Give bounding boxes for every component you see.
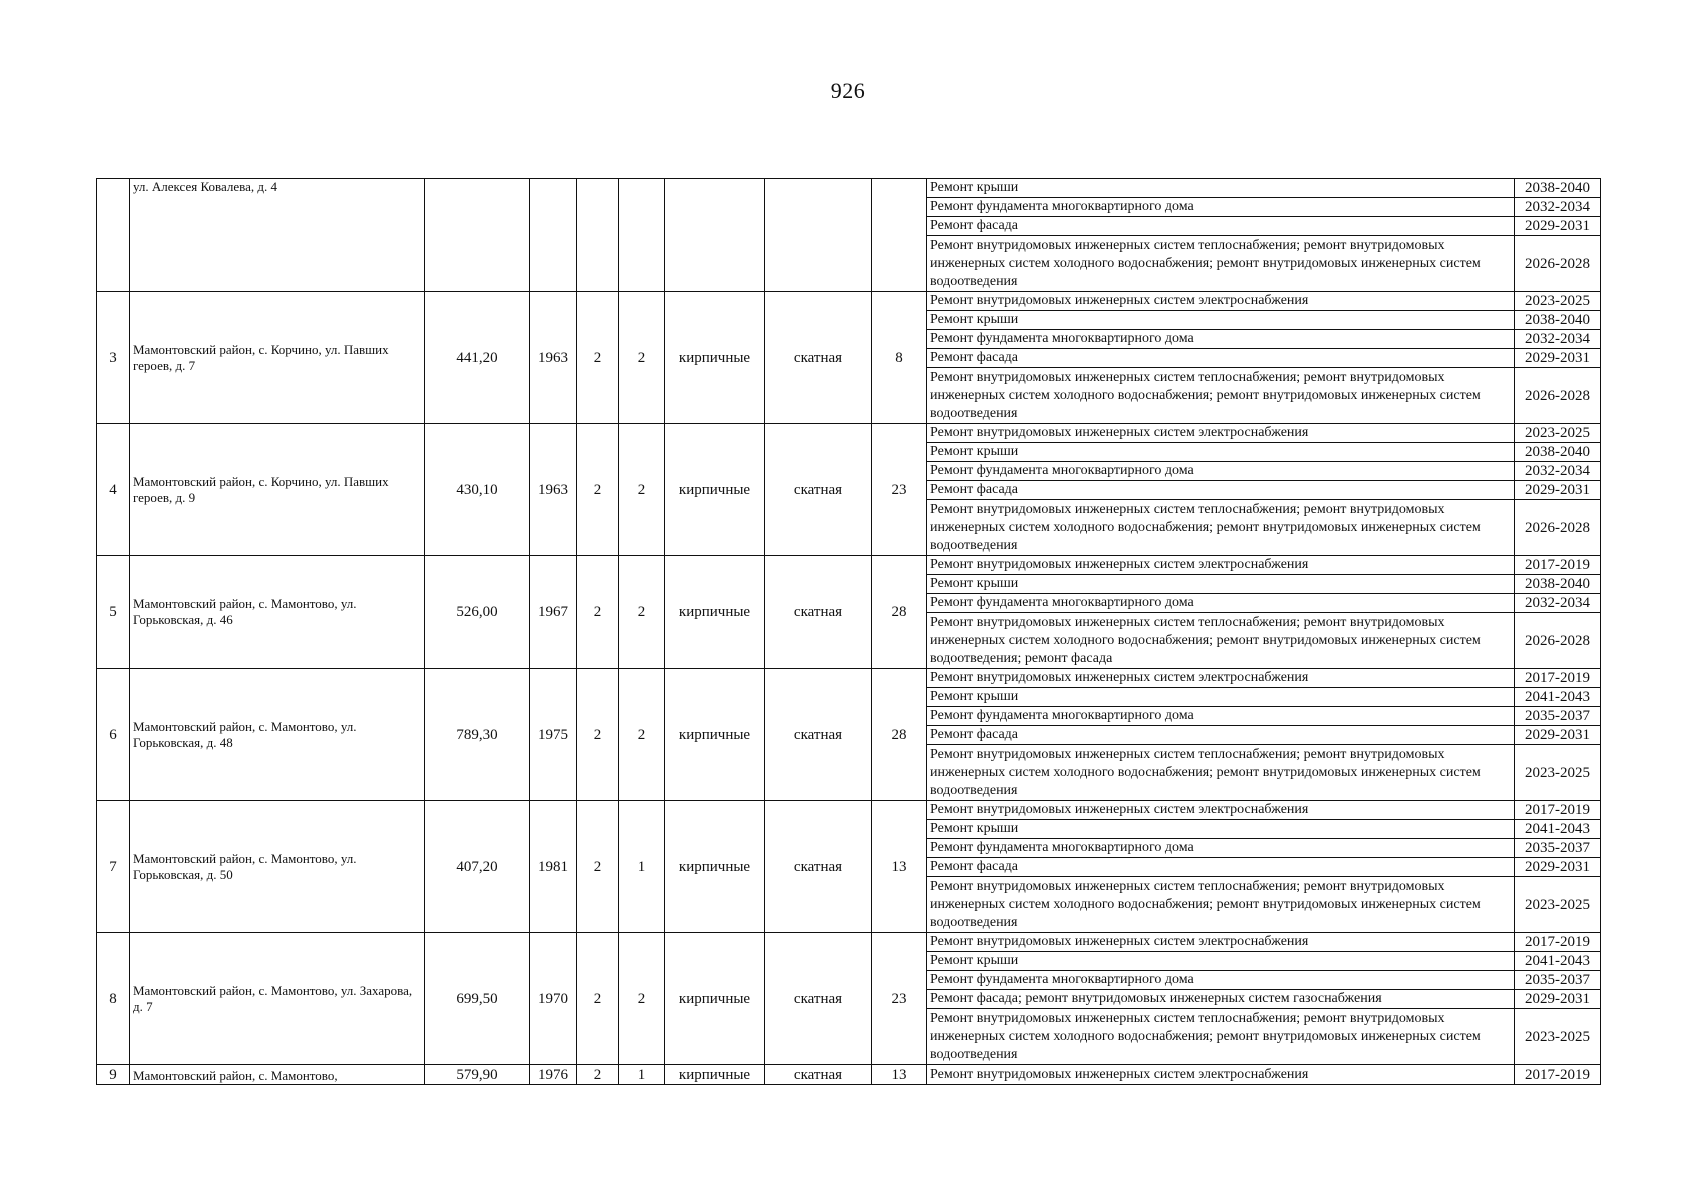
table-row xyxy=(97,179,1601,198)
address-cell: Мамонтовский район, с. Мамонтово, xyxy=(130,1065,425,1085)
work-period-cell: 2038-2040 xyxy=(1515,575,1601,594)
work-period-cell: 2023-2025 xyxy=(1515,745,1601,801)
entrances-cell: 1 xyxy=(619,1065,665,1085)
table-row xyxy=(97,292,1601,311)
work-type-cell: Ремонт крыши xyxy=(927,443,1515,462)
work-period-cell: 2038-2040 xyxy=(1515,179,1601,198)
area-cell: 526,00 xyxy=(425,556,530,669)
entrances-cell: 2 xyxy=(619,669,665,801)
work-period-cell: 2023-2025 xyxy=(1515,877,1601,933)
year-cell: 1975 xyxy=(530,669,577,801)
residents-cell: 23 xyxy=(872,424,927,556)
work-type-cell: Ремонт внутридомовых инженерных систем теплоснабжения; ремонт внутридомовых инженерных систем холодного водоснабжения; ремонт внутридомовых инженерных систем водоотведения xyxy=(927,368,1515,424)
year-cell: 1970 xyxy=(530,933,577,1065)
work-period-cell: 2017-2019 xyxy=(1515,933,1601,952)
row-number: 5 xyxy=(97,556,130,669)
area-cell: 407,20 xyxy=(425,801,530,933)
work-period-cell: 2035-2037 xyxy=(1515,839,1601,858)
work-period-cell: 2017-2019 xyxy=(1515,801,1601,820)
work-type-cell: Ремонт внутридомовых инженерных систем теплоснабжения; ремонт внутридомовых инженерных систем холодного водоснабжения; ремонт внутридомовых инженерных систем водоотведения; ремонт фасада xyxy=(927,613,1515,669)
floors-cell: 2 xyxy=(577,801,619,933)
roof-type-cell: скатная xyxy=(765,669,872,801)
year-cell: 1967 xyxy=(530,556,577,669)
row-number: 3 xyxy=(97,292,130,424)
residents-cell: 28 xyxy=(872,669,927,801)
year-cell xyxy=(530,179,577,292)
work-type-cell: Ремонт внутридомовых инженерных систем теплоснабжения; ремонт внутридомовых инженерных систем холодного водоснабжения; ремонт внутридомовых инженерных систем водоотведения xyxy=(927,236,1515,292)
row-number: 6 xyxy=(97,669,130,801)
work-type-cell: Ремонт фундамента многоквартирного дома xyxy=(927,839,1515,858)
table-row xyxy=(97,556,1601,575)
work-period-cell: 2029-2031 xyxy=(1515,990,1601,1009)
work-period-cell: 2035-2037 xyxy=(1515,707,1601,726)
work-type-cell: Ремонт фасада xyxy=(927,349,1515,368)
work-period-cell: 2032-2034 xyxy=(1515,462,1601,481)
work-type-cell: Ремонт фасада xyxy=(927,481,1515,500)
wall-material-cell: кирпичные xyxy=(665,556,765,669)
year-cell: 1963 xyxy=(530,292,577,424)
work-period-cell: 2026-2028 xyxy=(1515,368,1601,424)
address-cell: Мамонтовский район, с. Мамонтово, ул. Горьковская, д. 50 xyxy=(130,801,425,933)
work-type-cell: Ремонт фундамента многоквартирного дома xyxy=(927,330,1515,349)
table-row xyxy=(97,801,1601,820)
work-type-cell: Ремонт фасада xyxy=(927,858,1515,877)
table-row xyxy=(97,424,1601,443)
area-cell: 579,90 xyxy=(425,1065,530,1085)
row-number: 8 xyxy=(97,933,130,1065)
roof-type-cell: скатная xyxy=(765,933,872,1065)
residents-cell: 13 xyxy=(872,1065,927,1085)
work-type-cell: Ремонт внутридомовых инженерных систем теплоснабжения; ремонт внутридомовых инженерных систем холодного водоснабжения; ремонт внутридомовых инженерных систем водоотведения xyxy=(927,1009,1515,1065)
work-period-cell: 2038-2040 xyxy=(1515,311,1601,330)
work-type-cell: Ремонт фундамента многоквартирного дома xyxy=(927,462,1515,481)
area-cell: 441,20 xyxy=(425,292,530,424)
work-period-cell: 2026-2028 xyxy=(1515,236,1601,292)
work-type-cell: Ремонт фундамента многоквартирного дома xyxy=(927,198,1515,217)
work-type-cell: Ремонт внутридомовых инженерных систем электроснабжения xyxy=(927,424,1515,443)
work-period-cell: 2023-2025 xyxy=(1515,1009,1601,1065)
work-type-cell: Ремонт внутридомовых инженерных систем электроснабжения xyxy=(927,801,1515,820)
residents-cell: 28 xyxy=(872,556,927,669)
roof-type-cell: скатная xyxy=(765,556,872,669)
housing-repair-table xyxy=(96,178,1601,1085)
work-type-cell: Ремонт фундамента многоквартирного дома xyxy=(927,707,1515,726)
work-type-cell: Ремонт крыши xyxy=(927,688,1515,707)
work-period-cell: 2017-2019 xyxy=(1515,669,1601,688)
work-type-cell: Ремонт внутридомовых инженерных систем теплоснабжения; ремонт внутридомовых инженерных систем холодного водоснабжения; ремонт внутридомовых инженерных систем водоотведения xyxy=(927,877,1515,933)
work-period-cell: 2032-2034 xyxy=(1515,330,1601,349)
work-period-cell: 2041-2043 xyxy=(1515,820,1601,839)
area-cell: 699,50 xyxy=(425,933,530,1065)
work-period-cell: 2029-2031 xyxy=(1515,217,1601,236)
work-period-cell: 2023-2025 xyxy=(1515,292,1601,311)
floors-cell: 2 xyxy=(577,424,619,556)
wall-material-cell: кирпичные xyxy=(665,801,765,933)
wall-material-cell: кирпичные xyxy=(665,933,765,1065)
work-type-cell: Ремонт фасада; ремонт внутридомовых инженерных систем газоснабжения xyxy=(927,990,1515,1009)
work-period-cell: 2035-2037 xyxy=(1515,971,1601,990)
entrances-cell: 1 xyxy=(619,801,665,933)
year-cell: 1981 xyxy=(530,801,577,933)
address-cell: Мамонтовский район, с. Мамонтово, ул. Горьковская, д. 48 xyxy=(130,669,425,801)
floors-cell xyxy=(577,179,619,292)
work-type-cell: Ремонт крыши xyxy=(927,311,1515,330)
entrances-cell: 2 xyxy=(619,556,665,669)
work-period-cell: 2041-2043 xyxy=(1515,688,1601,707)
year-cell: 1976 xyxy=(530,1065,577,1085)
area-cell: 789,30 xyxy=(425,669,530,801)
work-period-cell: 2017-2019 xyxy=(1515,1065,1601,1085)
floors-cell: 2 xyxy=(577,556,619,669)
wall-material-cell: кирпичные xyxy=(665,424,765,556)
wall-material-cell: кирпичные xyxy=(665,669,765,801)
work-type-cell: Ремонт фундамента многоквартирного дома xyxy=(927,594,1515,613)
work-type-cell: Ремонт внутридомовых инженерных систем электроснабжения xyxy=(927,556,1515,575)
work-period-cell: 2023-2025 xyxy=(1515,424,1601,443)
address-cell: Мамонтовский район, с. Корчино, ул. Павших героев, д. 7 xyxy=(130,292,425,424)
area-cell xyxy=(425,179,530,292)
roof-type-cell xyxy=(765,179,872,292)
address-cell: Мамонтовский район, с. Корчино, ул. Павших героев, д. 9 xyxy=(130,424,425,556)
row-number xyxy=(97,179,130,292)
work-period-cell: 2038-2040 xyxy=(1515,443,1601,462)
residents-cell: 23 xyxy=(872,933,927,1065)
work-period-cell: 2032-2034 xyxy=(1515,198,1601,217)
wall-material-cell: кирпичные xyxy=(665,292,765,424)
work-period-cell: 2032-2034 xyxy=(1515,594,1601,613)
address-cell: Мамонтовский район, с. Мамонтово, ул. Захарова, д. 7 xyxy=(130,933,425,1065)
work-period-cell: 2017-2019 xyxy=(1515,556,1601,575)
work-type-cell: Ремонт крыши xyxy=(927,575,1515,594)
work-type-cell: Ремонт фасада xyxy=(927,726,1515,745)
work-type-cell: Ремонт крыши xyxy=(927,179,1515,198)
address-cell: Мамонтовский район, с. Мамонтово, ул. Горьковская, д. 46 xyxy=(130,556,425,669)
year-cell: 1963 xyxy=(530,424,577,556)
entrances-cell: 2 xyxy=(619,292,665,424)
work-type-cell: Ремонт внутридомовых инженерных систем электроснабжения xyxy=(927,933,1515,952)
floors-cell: 2 xyxy=(577,1065,619,1085)
residents-cell: 8 xyxy=(872,292,927,424)
entrances-cell: 2 xyxy=(619,424,665,556)
work-period-cell: 2029-2031 xyxy=(1515,481,1601,500)
floors-cell: 2 xyxy=(577,292,619,424)
row-number: 9 xyxy=(97,1065,130,1085)
page-number: 926 xyxy=(830,78,866,103)
work-type-cell: Ремонт внутридомовых инженерных систем электроснабжения xyxy=(927,1065,1515,1085)
table-row xyxy=(97,933,1601,952)
work-period-cell: 2029-2031 xyxy=(1515,726,1601,745)
work-type-cell: Ремонт внутридомовых инженерных систем теплоснабжения; ремонт внутридомовых инженерных систем холодного водоснабжения; ремонт внутридомовых инженерных систем водоотведения xyxy=(927,500,1515,556)
roof-type-cell: скатная xyxy=(765,1065,872,1085)
roof-type-cell: скатная xyxy=(765,801,872,933)
residents-cell: 13 xyxy=(872,801,927,933)
residents-cell xyxy=(872,179,927,292)
entrances-cell xyxy=(619,179,665,292)
work-type-cell: Ремонт внутридомовых инженерных систем теплоснабжения; ремонт внутридомовых инженерных систем холодного водоснабжения; ремонт внутридомовых инженерных систем водоотведения xyxy=(927,745,1515,801)
address-cell: ул. Алексея Ковалева, д. 4 xyxy=(130,179,425,292)
table-row xyxy=(97,1065,1601,1085)
floors-cell: 2 xyxy=(577,669,619,801)
wall-material-cell xyxy=(665,179,765,292)
work-type-cell: Ремонт внутридомовых инженерных систем электроснабжения xyxy=(927,669,1515,688)
work-type-cell: Ремонт крыши xyxy=(927,820,1515,839)
entrances-cell: 2 xyxy=(619,933,665,1065)
roof-type-cell: скатная xyxy=(765,424,872,556)
work-period-cell: 2029-2031 xyxy=(1515,858,1601,877)
wall-material-cell: кирпичные xyxy=(665,1065,765,1085)
area-cell: 430,10 xyxy=(425,424,530,556)
table-row xyxy=(97,669,1601,688)
work-period-cell: 2041-2043 xyxy=(1515,952,1601,971)
row-number: 4 xyxy=(97,424,130,556)
roof-type-cell: скатная xyxy=(765,292,872,424)
floors-cell: 2 xyxy=(577,933,619,1065)
work-type-cell: Ремонт внутридомовых инженерных систем электроснабжения xyxy=(927,292,1515,311)
work-period-cell: 2026-2028 xyxy=(1515,500,1601,556)
row-number: 7 xyxy=(97,801,130,933)
work-period-cell: 2026-2028 xyxy=(1515,613,1601,669)
work-type-cell: Ремонт фасада xyxy=(927,217,1515,236)
work-type-cell: Ремонт крыши xyxy=(927,952,1515,971)
work-type-cell: Ремонт фундамента многоквартирного дома xyxy=(927,971,1515,990)
work-period-cell: 2029-2031 xyxy=(1515,349,1601,368)
